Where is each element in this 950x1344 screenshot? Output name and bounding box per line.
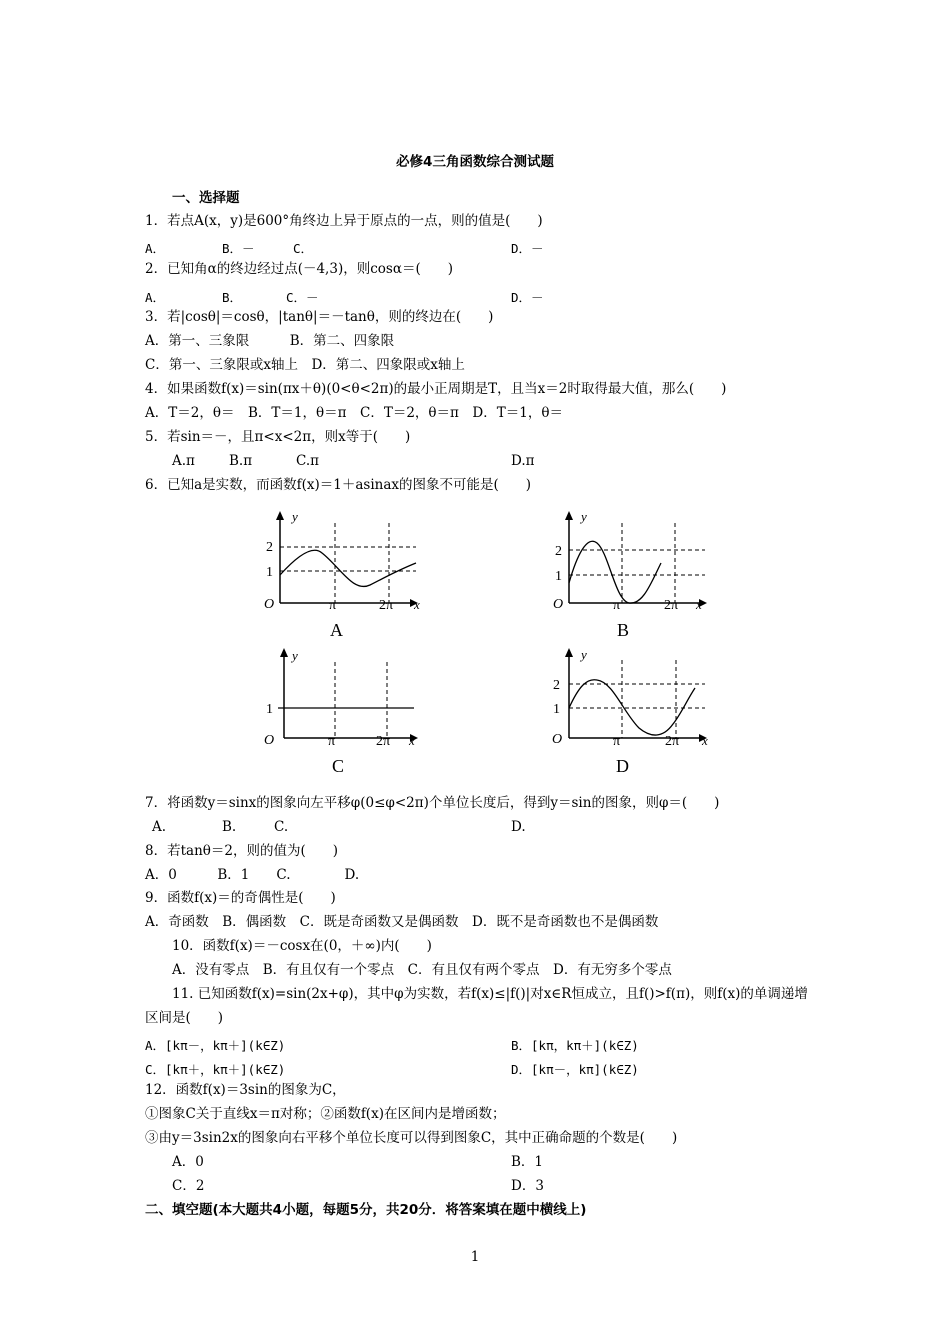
tick-1: 1	[266, 702, 273, 717]
x-label: x	[409, 733, 415, 748]
graph-c	[258, 642, 428, 780]
graph-letter: A	[330, 620, 343, 640]
y-axis-arrow-icon	[565, 648, 573, 657]
y-axis-arrow-icon	[565, 511, 573, 520]
q2-option-c: C．－	[286, 290, 319, 305]
page-title: 必修4三角函数综合测试题	[396, 154, 554, 170]
q3-options-ab: A．第一、三象限 B．第二、四象限	[145, 333, 395, 349]
question-9: 9．函数f(x)＝的奇偶性是( )	[145, 890, 336, 906]
y-label: y	[292, 509, 298, 524]
q12-statements-2: ③由y＝3sin2x的图象向右平移个单位长度可以得到图象C，其中正确命题的个数是( )	[145, 1130, 678, 1146]
question-5: 5．若sin＝－，且π<x<2π，则x等于( )	[145, 429, 411, 445]
pi-label: π	[613, 598, 621, 613]
q11-option-a: A．[kπ－，kπ＋](k∈Z)	[145, 1038, 286, 1053]
tick-2: 2	[266, 540, 273, 555]
question-2: 2．已知角α的终边经过点(－4,3)，则cosα＝( )	[145, 261, 453, 277]
y-label: y	[292, 648, 298, 663]
curve	[280, 550, 416, 586]
graph-letter: D	[616, 756, 629, 776]
pi-label: π	[613, 734, 621, 749]
y-axis-arrow-icon	[276, 511, 284, 520]
question-10: 10．函数f(x)＝－cosx在(0，＋∞)内( )	[172, 938, 432, 954]
y-axis-arrow-icon	[280, 648, 288, 657]
question-12: 12．函数f(x)＝3sin的图象为C，	[145, 1082, 346, 1098]
origin-label: O	[264, 597, 275, 612]
q12-option-c: C．2	[172, 1178, 205, 1194]
graph-b	[547, 505, 717, 643]
y-label: y	[581, 647, 587, 662]
question-4: 4．如果函数f(x)＝sin(πx＋θ)(0<θ<2π)的最小正周期是T，且当x＝2时取得最大值，那么( )	[145, 381, 727, 397]
pi-label: π	[329, 598, 337, 613]
x-label: x	[702, 733, 708, 748]
tick-2: 2	[555, 544, 562, 559]
origin-label: O	[553, 597, 564, 612]
q1-option-d: D．－	[511, 241, 544, 256]
two-pi-label: 2π	[665, 734, 680, 749]
graph-a	[258, 505, 428, 643]
graph-letter: B	[617, 620, 630, 640]
question-7: 7．将函数y＝sinx的图象向左平移φ(0≤φ<2π)个单位长度后，得到y＝sin的图象，则φ＝( )	[145, 795, 720, 811]
q5-option-a: A.π	[172, 453, 195, 469]
q2-option-d: D．－	[511, 290, 544, 305]
origin-label: O	[264, 733, 275, 748]
question-3: 3．若|cosθ|＝cosθ，|tanθ|＝－tanθ，则的终边在( )	[145, 309, 494, 325]
q7-option-c: C.	[274, 819, 289, 835]
q11-option-b: B．[kπ，kπ＋](k∈Z)	[511, 1038, 639, 1053]
two-pi-label: 2π	[376, 734, 391, 749]
two-pi-label: 2π	[664, 598, 679, 613]
q1-option-a: A．	[145, 241, 166, 256]
two-pi-label: 2π	[379, 598, 394, 613]
q12-option-d: D．3	[511, 1178, 544, 1194]
question-8: 8．若tanθ＝2，则的值为( )	[145, 843, 339, 859]
q7-option-a: A.	[152, 819, 167, 835]
q1-option-b: B．－	[222, 241, 255, 256]
x-label: x	[414, 597, 420, 612]
graph-d	[547, 642, 717, 780]
question-11-cont: 区间是( )	[145, 1010, 224, 1026]
q12-option-b: B．1	[511, 1154, 544, 1170]
graph-letter: C	[332, 756, 345, 776]
q9-options: A．奇函数 B．偶函数 C．既是奇函数又是偶函数 D．既不是奇函数也不是偶函数	[145, 914, 659, 930]
q12-option-a: A．0	[172, 1154, 204, 1170]
question-11: 11. 已知函数f(x)=sin(2x+φ)，其中φ为实数，若f(x)≤|f()|对x∈R恒成立，且f()>f(π)，则f(x)的单调递增	[172, 986, 808, 1002]
q12-statements-1: ①图象C关于直线x＝π对称；②函数f(x)在区间内是增函数；	[145, 1106, 506, 1122]
q4-options: A．T＝2，θ＝ B．T＝1，θ＝π C．T＝2，θ＝π D．T＝1，θ＝	[145, 405, 563, 421]
section-heading-fill: 二、填空题(本大题共4小题，每题5分，共20分．将答案填在题中横线上)	[145, 1202, 587, 1218]
q2-option-b: B．	[222, 290, 243, 305]
tick-1: 1	[553, 702, 560, 717]
section-heading-choice: 一、选择题	[172, 190, 240, 206]
tick-1: 1	[266, 565, 273, 580]
q11-option-c: C．[kπ＋，kπ＋](k∈Z)	[145, 1062, 286, 1077]
tick-2: 2	[553, 678, 560, 693]
q7-option-b: B.	[222, 819, 237, 835]
tick-1: 1	[555, 569, 562, 584]
x-label: x	[696, 597, 702, 612]
question-1: 1．若点A(x，y)是600°角终边上异于原点的一点，则的值是( )	[145, 213, 543, 229]
q1-option-c: C．	[293, 241, 314, 256]
q5-option-c: C.π	[296, 453, 320, 469]
origin-label: O	[552, 732, 563, 747]
q5-option-d: D.π	[511, 453, 535, 469]
y-label: y	[581, 509, 587, 524]
pi-label: π	[328, 734, 336, 749]
q8-options: A．0 B．1 C. D.	[145, 867, 360, 883]
curve	[569, 541, 661, 603]
page-number: 1	[470, 1249, 480, 1265]
question-6: 6．已知a是实数，而函数f(x)＝1＋asinax的图象不可能是( )	[145, 477, 532, 493]
q10-options: A．没有零点 B．有且仅有一个零点 C．有且仅有两个零点 D．有无穷多个零点	[172, 962, 672, 978]
q5-option-b: B.π	[229, 453, 253, 469]
q3-options-cd: C．第一、三象限或x轴上 D．第二、四象限或x轴上	[145, 357, 465, 373]
q7-option-d: D.	[511, 819, 526, 835]
q2-option-a: A．	[145, 290, 166, 305]
q11-option-d: D．[kπ－，kπ](k∈Z)	[511, 1062, 639, 1077]
